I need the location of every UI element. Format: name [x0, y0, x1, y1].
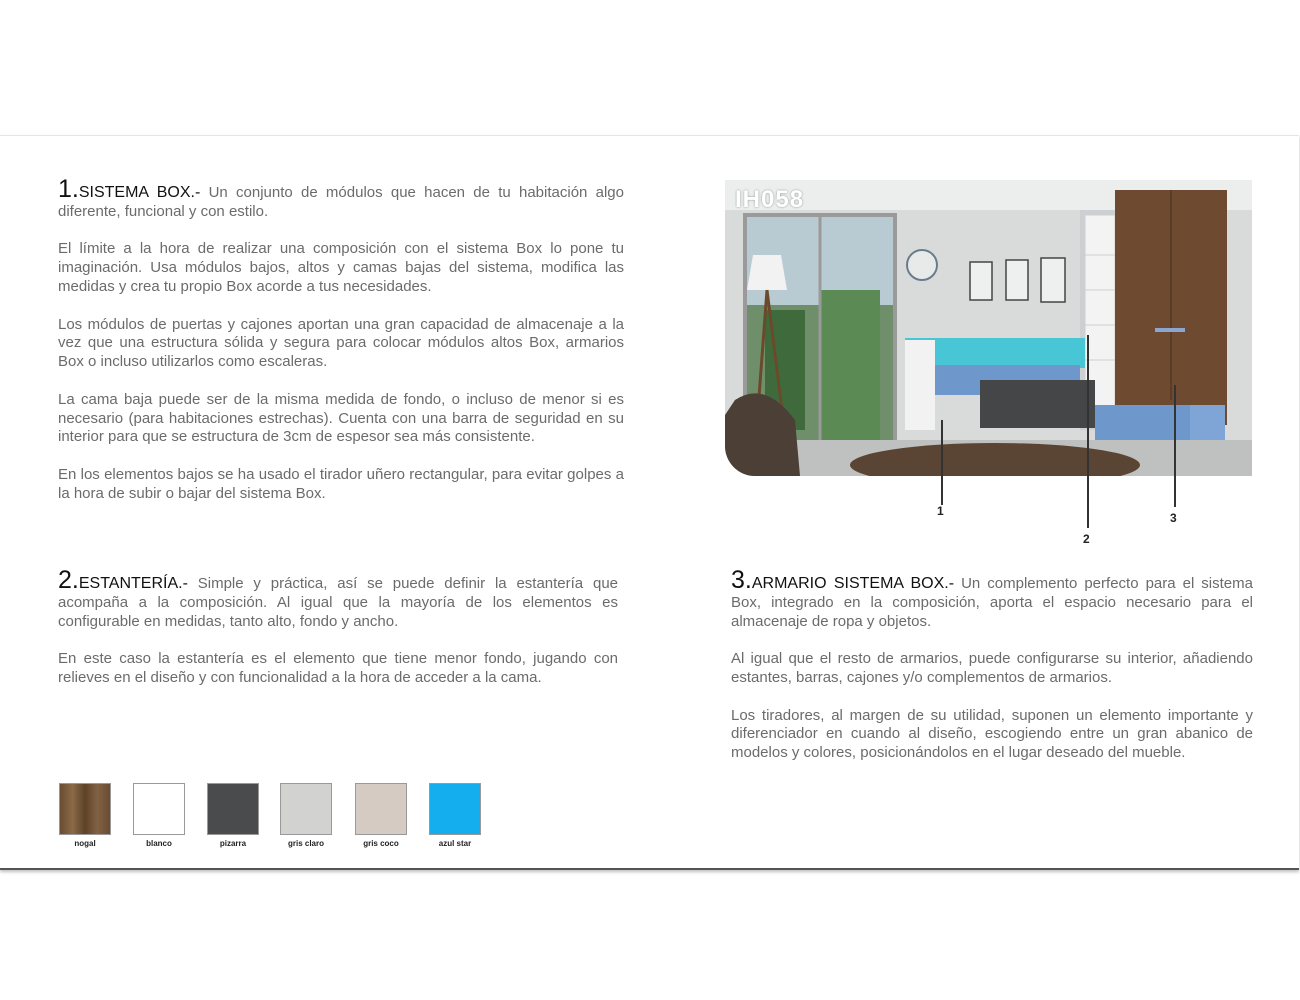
paragraph: Los tiradores, al margen de su utilidad, suponen un elemento importante y diferenciador en cuando al diseño, escogiendo entre un gran abanico de modelos y colores, posicionándolos en el lugar deseado del mueble. — [731, 706, 1253, 762]
section-sistema-box — [58, 175, 624, 522]
callout-line-2 — [1087, 335, 1089, 528]
section-intro-text: Un complemento perfecto para el sistema Box, integrado en la composición, aporta el espacio necesario para el almacenaje de ropa y objetos. — [731, 575, 1253, 630]
section-number: 1. — [58, 175, 79, 203]
callout-number-1: 1 — [937, 504, 944, 518]
section-intro-text: Simple y práctica, así se puede definir la estantería que acompaña a la composición. Al igual que la mayoría de los elementos es configurable en medidas, tanto alto, fondo y ancho. — [58, 575, 619, 630]
paragraph: La cama baja puede ser de la misma medida de fondo, o incluso de menor si es necesario (para habitaciones estrechas). Cuenta con una barra de seguridad en su interior para que se estructura de 3cm de espesor sea más consistente. — [58, 390, 624, 446]
swatch-label: azul star — [438, 839, 472, 848]
swatch-azul-star — [429, 783, 481, 848]
swatch-nogal — [59, 783, 111, 848]
paragraph: En este caso la estantería es el elemento que tiene menor fondo, jugando con relieves en el diseño y con funcionalidad a la hora de acceder a la cama. — [58, 650, 618, 686]
paragraph: El límite a la hora de realizar una composición con el sistema Box lo pone tu imaginación. Usa módulos bajos, altos y camas bajas del sistema, modifica las medidas y crea tu propio Box acorde a tus necesidades. — [58, 240, 624, 295]
swatch-label: blanco — [146, 839, 172, 848]
swatch-label: pizarra — [219, 839, 247, 848]
section-intro — [58, 175, 624, 222]
model-code-label: IH058 — [735, 186, 805, 213]
swatch-label: gris claro — [287, 839, 324, 848]
paragraph: Los módulos de puertas y cajones aportan una gran capacidad de almacenaje a la vez que una estructura sólida y segura para colocar módulos altos Box, armarios Box o incluso utilizarlos como escaleras. — [58, 315, 624, 371]
section-heading: ARMARIO SISTEMA BOX.- — [751, 575, 955, 592]
section-intro-text: Un conjunto de módulos que hacen de tu habitación algo diferente, funcional y con estilo. — [58, 184, 624, 220]
section-number: 2. — [58, 566, 79, 594]
swatch-label: gris coco — [363, 839, 399, 848]
bedroom-illustration — [725, 180, 1252, 476]
swatch-color — [207, 783, 259, 835]
section-estanteria — [58, 566, 619, 707]
swatch-pizarra — [207, 783, 259, 848]
bedroom-photo — [725, 180, 1252, 476]
swatch-color — [280, 783, 332, 835]
swatch-gris-coco — [355, 783, 407, 848]
section-number: 3. — [731, 566, 752, 594]
swatch-color — [59, 783, 111, 835]
section-intro — [731, 566, 1253, 631]
swatch-color — [133, 783, 185, 835]
section-armario — [731, 566, 1253, 782]
callout-number-2: 2 — [1083, 532, 1090, 546]
callout-line-1 — [941, 420, 943, 505]
swatch-color — [355, 783, 407, 835]
paragraph: En los elementos bajos se ha usado el tirador uñero rectangular, para evitar golpes a la hora de subir o bajar del sistema Box. — [58, 465, 624, 502]
swatch-color — [429, 783, 481, 835]
callout-line-3 — [1174, 385, 1176, 507]
swatch-label: nogal — [74, 839, 96, 848]
section-heading: ESTANTERÍA.- — [78, 575, 188, 592]
callout-number-3: 3 — [1170, 511, 1177, 525]
swatch-gris-claro — [280, 783, 332, 848]
paragraph: Al igual que el resto de armarios, puede configurarse su interior, añadiendo estantes, barras, cajones y/o complementos de armarios. — [731, 650, 1253, 686]
section-intro — [58, 566, 619, 631]
swatch-blanco — [133, 783, 185, 848]
section-heading: SISTEMA BOX.- — [78, 184, 201, 201]
